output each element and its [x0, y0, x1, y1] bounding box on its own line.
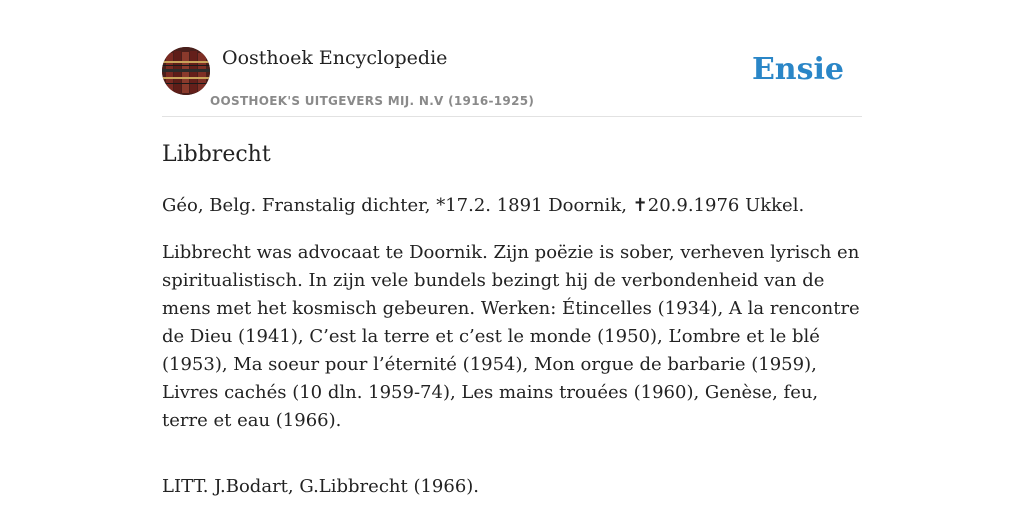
source-name[interactable]: Oosthoek Encyclopedie	[222, 47, 448, 69]
article-paragraph-literature: LITT. J.Bodart, G.Libbrecht (1966).	[162, 476, 480, 497]
article-body	[162, 192, 864, 512]
ensie-logo-link[interactable]: Ensie	[751, 52, 844, 87]
publisher-label: OOSTHOEK'S UITGEVERS MIJ. N.V (1916-1925)	[210, 94, 535, 108]
article-title: Libbrecht	[162, 142, 271, 167]
article-paragraph-intro: Géo, Belg. Franstalig dichter, *17.2. 1891 Doornik, ✝20.9.1976 Ukkel.	[162, 195, 805, 216]
source-header	[162, 46, 862, 117]
article-paragraph-main: Libbrecht was advocaat te Doornik. Zijn poëzie is sober, verheven lyrisch en spiritualistisch. In zijn vele bundels bezingt hij de verbondenheid van de mens met het kosmisch gebeuren. Werken: Étincelles (1934), A la rencontre de Dieu (1941), C’est la terre et c’est le monde (1950), L’ombre et le blé (1953), Ma soeur pour l’éternité (1954), Mon orgue de barbarie (1959), Livres cachés (10 dln. 1959-74), Les mains trouées (1960), Genèse, feu, terre et eau (1966).	[162, 242, 860, 431]
book-spines-icon[interactable]	[162, 47, 210, 95]
